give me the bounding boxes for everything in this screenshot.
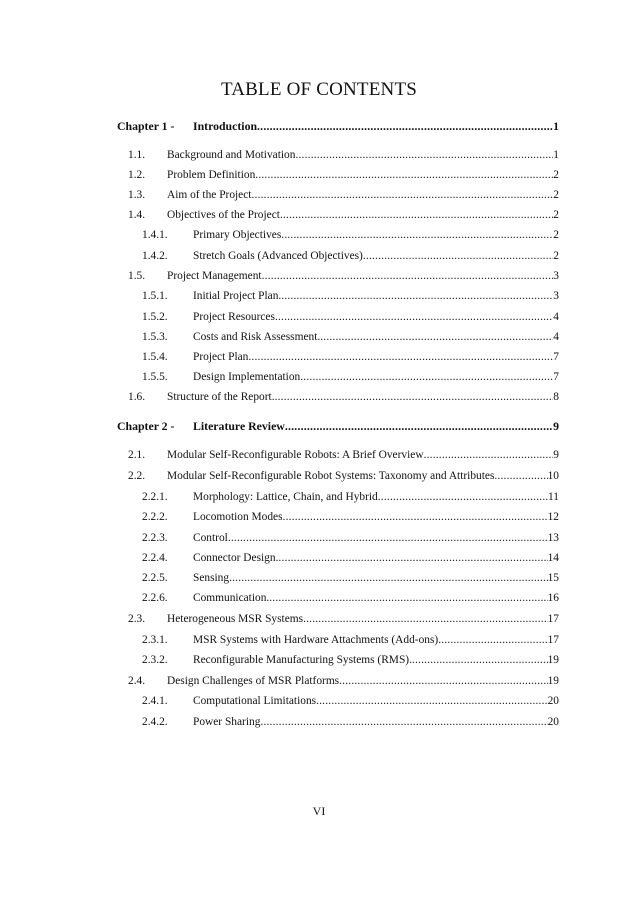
toc-entry-number: 2.2.3. bbox=[142, 532, 168, 544]
toc-entry-title: Heterogeneous MSR Systems bbox=[167, 613, 304, 625]
toc-dot-leader bbox=[255, 165, 553, 185]
toc-entry-page: 2 bbox=[553, 229, 559, 241]
toc-entry-number: Chapter 2 - bbox=[117, 419, 175, 433]
toc-entry-title: Reconfigurable Manufacturing Systems (RMS). bbox=[193, 654, 412, 666]
toc-entry bbox=[142, 650, 559, 670]
toc-entry bbox=[142, 225, 559, 245]
page-title: TABLE OF CONTENTS bbox=[220, 79, 418, 100]
toc-dot-leader bbox=[280, 205, 553, 225]
toc-entry-number: 2.3.2. bbox=[142, 654, 168, 666]
toc-entry-title: Project Resources bbox=[193, 311, 275, 323]
toc-entry-title: Design Implementation bbox=[193, 371, 301, 383]
toc-entry-page: 1 bbox=[553, 119, 559, 133]
toc-entry bbox=[142, 548, 559, 568]
toc-entry bbox=[142, 528, 559, 548]
toc-dot-leader bbox=[248, 347, 553, 367]
toc-entry-title: Structure of the Report. bbox=[167, 391, 275, 403]
toc-entry-number: 2.4.2. bbox=[142, 716, 168, 728]
toc-chapter-entry bbox=[117, 116, 559, 136]
toc-dot-leader bbox=[494, 466, 547, 486]
toc-entry-page: 16 bbox=[547, 592, 559, 604]
toc-entry-title: Literature Review bbox=[193, 419, 285, 433]
toc-entry bbox=[142, 347, 559, 367]
toc-entry-page: 14 bbox=[547, 552, 559, 564]
toc-entry-number: 1.5.2. bbox=[142, 311, 168, 323]
toc-dot-leader bbox=[229, 568, 548, 588]
toc-entry-title: Sensing bbox=[193, 572, 230, 584]
toc-dot-leader bbox=[339, 671, 547, 691]
toc-entry-title: Control bbox=[193, 532, 228, 544]
toc-entry-title: Computational Limitations bbox=[193, 695, 317, 707]
toc-entry-number: 2.2.1. bbox=[142, 491, 168, 503]
toc-dot-leader bbox=[269, 588, 547, 608]
toc-entry-page: 11 bbox=[548, 491, 559, 503]
toc-entry-page: 9 bbox=[553, 419, 559, 433]
toc-entry-title: Locomotion Modes bbox=[193, 511, 283, 523]
toc-entry-title: Aim of the Project bbox=[167, 189, 252, 201]
toc-dot-leader bbox=[363, 246, 553, 266]
toc-dot-leader bbox=[278, 548, 547, 568]
toc-entry bbox=[128, 466, 559, 486]
toc-entry-page: 20 bbox=[547, 716, 559, 728]
toc-entry-number: 1.5. bbox=[128, 270, 146, 282]
toc-dot-leader bbox=[303, 609, 548, 629]
toc-entry bbox=[128, 387, 559, 407]
toc-entry bbox=[128, 266, 559, 286]
toc-dot-leader bbox=[316, 691, 548, 711]
toc-entry-title: Modular Self-Reconfigurable Robot Systems: Taxonomy and Attributes bbox=[167, 470, 495, 482]
toc-entry-title: Objectives of the Project bbox=[167, 209, 280, 221]
toc-entry-title: Project Management bbox=[167, 270, 262, 282]
toc-entry bbox=[128, 145, 559, 165]
toc-entry-page: 20 bbox=[547, 695, 559, 707]
toc-entry-page: 13 bbox=[547, 532, 559, 544]
toc-entry bbox=[128, 165, 559, 185]
toc-dot-leader bbox=[262, 266, 554, 286]
toc-entry-number: 1.4. bbox=[128, 209, 146, 221]
toc-dot-leader bbox=[275, 387, 554, 407]
toc-entry-page: 17 bbox=[547, 613, 559, 625]
toc-entry-title: Introduction bbox=[193, 119, 258, 133]
toc-entry bbox=[142, 286, 559, 306]
toc-dot-leader bbox=[251, 185, 553, 205]
toc-dot-leader bbox=[283, 507, 548, 527]
toc-entry-title: Initial Project Plan. bbox=[193, 290, 282, 302]
toc-entry bbox=[128, 445, 559, 465]
toc-entry-page: 2 bbox=[553, 169, 559, 181]
toc-dot-leader bbox=[300, 367, 553, 387]
toc-entry bbox=[142, 507, 559, 527]
toc-entry-page: 2 bbox=[553, 189, 559, 201]
toc-entry-number: 2.4. bbox=[128, 675, 146, 687]
toc-entry-title: Communication. bbox=[193, 592, 270, 604]
toc-entry-number: 2.3.1. bbox=[142, 634, 168, 646]
toc-entry-title: Modular Self-Reconfigurable Robots: A Brief Overview bbox=[167, 449, 424, 461]
toc-entry-number: 1.4.1. bbox=[142, 229, 168, 241]
toc-entry-page: 17 bbox=[547, 634, 559, 646]
toc-entry-title: Background and Motivation bbox=[167, 149, 296, 161]
toc-entry bbox=[142, 246, 559, 266]
toc-entry-page: 3 bbox=[553, 270, 559, 282]
toc-entry bbox=[142, 367, 559, 387]
toc-entry-page: 15 bbox=[547, 572, 559, 584]
toc-entry-number: 2.2.4. bbox=[142, 552, 168, 564]
toc-entry-page: 7 bbox=[553, 351, 559, 363]
toc-entry-page: 9 bbox=[553, 449, 559, 461]
toc-entry-page: 12 bbox=[547, 511, 559, 523]
toc-entry-number: 1.4.2. bbox=[142, 250, 168, 262]
toc-entry-number: 2.1. bbox=[128, 449, 146, 461]
toc-dot-leader bbox=[285, 416, 553, 436]
page-number-footer: VI bbox=[312, 804, 326, 818]
toc-entry-number: 2.2. bbox=[128, 470, 146, 482]
toc-entry bbox=[142, 487, 559, 507]
toc-entry-title: Morphology: Lattice, Chain, and Hybrid bbox=[193, 491, 378, 503]
toc-entry-title: Power Sharing bbox=[193, 716, 261, 728]
toc-entry bbox=[128, 609, 559, 629]
toc-entry-title: Problem Definition bbox=[167, 169, 256, 181]
toc-entry bbox=[142, 568, 559, 588]
toc-dot-leader bbox=[260, 712, 547, 732]
toc-entry bbox=[142, 630, 559, 650]
toc-entry-page: 10 bbox=[547, 470, 559, 482]
toc-entry-title: Stretch Goals (Advanced Objectives) bbox=[193, 250, 363, 262]
toc-entry-number: 1.5.1. bbox=[142, 290, 168, 302]
toc-entry-page: 4 bbox=[553, 331, 559, 343]
toc-entry-number: 2.4.1. bbox=[142, 695, 168, 707]
toc-entry-number: 1.1. bbox=[128, 149, 146, 161]
toc-entry-number: 1.2. bbox=[128, 169, 146, 181]
toc-entry-number: 1.5.4. bbox=[142, 351, 168, 363]
toc-entry bbox=[128, 671, 559, 691]
toc-entry-page: 3 bbox=[553, 290, 559, 302]
toc-entry-number: 1.3. bbox=[128, 189, 146, 201]
toc-entry-title: Connector Design. bbox=[193, 552, 279, 564]
toc-dot-leader bbox=[438, 630, 547, 650]
toc-entry bbox=[128, 205, 559, 225]
toc-entry-title: Project Plan bbox=[193, 351, 249, 363]
toc-entry-page: 19 bbox=[547, 675, 559, 687]
toc-entry-page: 8 bbox=[553, 391, 559, 403]
toc-entry-number: 2.2.6. bbox=[142, 592, 168, 604]
toc-dot-leader bbox=[228, 528, 548, 548]
toc-entry-page: 7 bbox=[553, 371, 559, 383]
toc-chapter-entry bbox=[117, 416, 559, 436]
toc-entry bbox=[142, 712, 559, 732]
toc-entry bbox=[142, 327, 559, 347]
toc-entry-page: 1 bbox=[553, 149, 559, 161]
toc-entry-page: 4 bbox=[553, 311, 559, 323]
toc-dot-leader bbox=[320, 327, 553, 347]
toc-dot-leader bbox=[281, 286, 553, 306]
toc-entry-number: 1.6. bbox=[128, 391, 146, 403]
toc-dot-leader bbox=[257, 116, 553, 136]
toc-dot-leader bbox=[281, 225, 553, 245]
toc-entry bbox=[142, 691, 559, 711]
toc-entry-number: 2.3. bbox=[128, 613, 146, 625]
toc-entry-title: Costs and Risk Assessment. bbox=[193, 331, 321, 343]
toc-entry bbox=[142, 588, 559, 608]
toc-entry-number: 2.2.5. bbox=[142, 572, 168, 584]
toc-entry-title: MSR Systems with Hardware Attachments (Add-ons) bbox=[193, 634, 439, 646]
toc-entry-number: 1.5.5. bbox=[142, 371, 168, 383]
toc-entry-page: 2 bbox=[553, 250, 559, 262]
toc-dot-leader bbox=[295, 145, 553, 165]
toc-dot-leader bbox=[378, 487, 548, 507]
toc-entry-page: 2 bbox=[553, 209, 559, 221]
toc-entry bbox=[128, 185, 559, 205]
toc-dot-leader bbox=[424, 445, 554, 465]
toc-entry-page: 19 bbox=[547, 654, 559, 666]
toc-dot-leader bbox=[275, 307, 553, 327]
toc-entry-number: 2.2.2. bbox=[142, 511, 168, 523]
toc-entry-title: Design Challenges of MSR Platforms bbox=[167, 675, 340, 687]
toc-entry-number: Chapter 1 - bbox=[117, 119, 175, 133]
toc-entry-number: 1.5.3. bbox=[142, 331, 168, 343]
toc-dot-leader bbox=[412, 650, 548, 670]
toc-entry bbox=[142, 307, 559, 327]
toc-entry-title: Primary Objectives bbox=[193, 229, 282, 241]
